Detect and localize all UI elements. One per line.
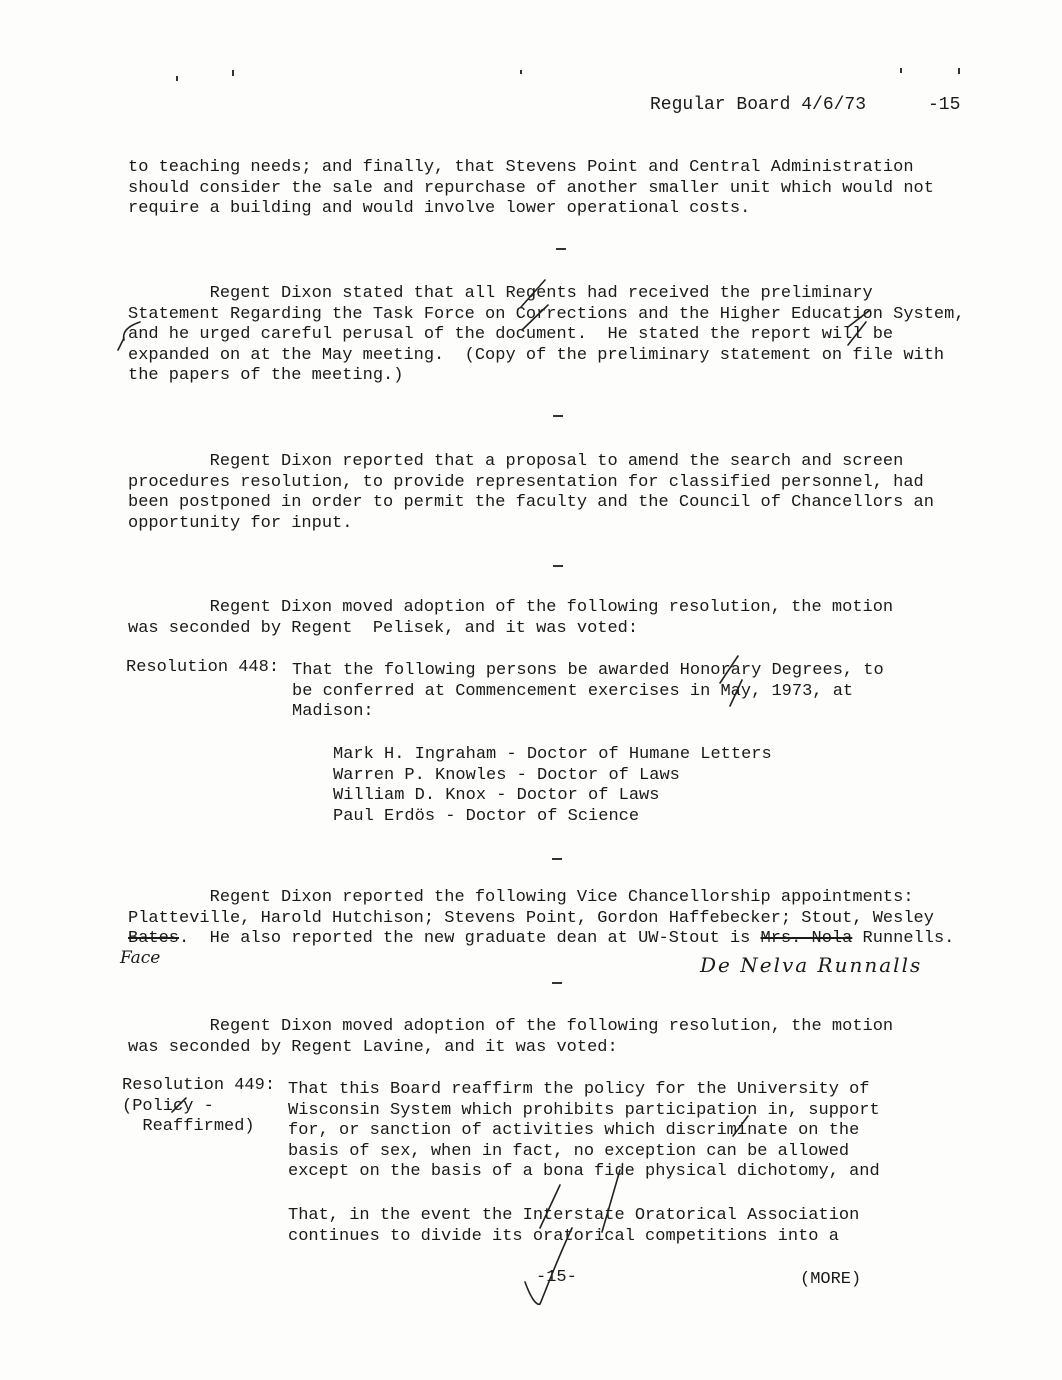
text-line: was seconded by Regent Pelisek, and it was voted: bbox=[128, 618, 639, 638]
text-line: basis of sex, when in fact, no exception can be allowed bbox=[288, 1141, 850, 1161]
text-line: continues to divide its oratorical competitions into a bbox=[288, 1226, 839, 1246]
section-divider bbox=[552, 982, 562, 984]
resolution-449-label: Resolution 449: (Policy - Reaffirmed) bbox=[122, 1076, 276, 1136]
text-line: Bates. He also reported the new graduate dean at UW-Stout is Mrs. Nola Runnells. bbox=[128, 929, 955, 948]
text-line: to teaching needs; and finally, that Stevens Point and Central Administration bbox=[128, 158, 914, 177]
struck-text: Bates bbox=[128, 929, 180, 948]
text-line: the papers of the meeting.) bbox=[128, 366, 404, 385]
text-line: That the following persons be awarded Honorary Degrees, to bbox=[292, 661, 884, 680]
text-line: Regent Dixon moved adoption of the following resolution, the motion bbox=[128, 598, 894, 617]
paragraph-4 bbox=[128, 598, 988, 639]
section-divider bbox=[553, 415, 563, 417]
text-line: Madison: bbox=[292, 702, 374, 721]
text-line: Statement Regarding the Task Force on Corrections and the Higher Education System, bbox=[128, 304, 965, 324]
section-divider bbox=[556, 248, 566, 250]
text-line: should consider the sale and repurchase of another smaller unit which would not bbox=[128, 178, 934, 198]
text-line: been postponed in order to permit the faculty and the Council of Chancellors an bbox=[128, 493, 934, 512]
section-divider bbox=[552, 858, 562, 860]
page-number: -15 bbox=[928, 95, 961, 115]
list-item: William D. Knox - Doctor of Laws bbox=[333, 786, 660, 805]
resolution-449-continued bbox=[288, 1206, 928, 1247]
text-line: for, or sanction of activities which discriminate on the bbox=[288, 1121, 860, 1140]
text-line: except on the basis of a bona fide physical dichotomy, and bbox=[288, 1162, 880, 1181]
paragraph-2 bbox=[128, 284, 988, 387]
honorees-list bbox=[333, 745, 893, 827]
handwritten-annotation: Face bbox=[120, 948, 161, 968]
list-item: Mark H. Ingraham - Doctor of Humane Letters bbox=[333, 745, 772, 764]
text-line: Regent Dixon reported that a proposal to amend the search and screen bbox=[128, 452, 904, 471]
text-line: opportunity for input. bbox=[128, 513, 353, 533]
text-line: Regent Dixon reported the following Vice Chancellorship appointments: bbox=[128, 888, 914, 907]
paragraph-6 bbox=[128, 1017, 988, 1058]
margin-tick bbox=[118, 338, 124, 350]
list-item: Warren P. Knowles - Doctor of Laws bbox=[333, 765, 680, 785]
text-line: That, in the event the Interstate Oratorical Association bbox=[288, 1206, 860, 1225]
page-marker: -15- bbox=[536, 1268, 577, 1287]
struck-text: Mrs. Nola bbox=[760, 929, 853, 948]
text-line: Regent Dixon moved adoption of the following resolution, the motion bbox=[128, 1017, 894, 1036]
text-line: and he urged careful perusal of the document. He stated the report will be bbox=[128, 325, 894, 344]
paragraph-5 bbox=[128, 888, 988, 950]
section-divider bbox=[553, 565, 563, 567]
resolution-448-label: Resolution 448: bbox=[126, 658, 280, 677]
text-line: procedures resolution, to provide representation for classified personnel, had bbox=[128, 472, 924, 492]
text-line: Wisconsin System which prohibits participation in, support bbox=[288, 1100, 880, 1120]
text-line: Platteville, Harold Hutchison; Stevens Point, Gordon Haffebecker; Stout, Wesley bbox=[128, 908, 934, 928]
text-line: That this Board reaffirm the policy for the University of bbox=[288, 1080, 870, 1099]
more-indicator: (MORE) bbox=[800, 1270, 862, 1289]
list-item: Paul Erdös - Doctor of Science bbox=[333, 806, 640, 826]
header-title: Regular Board 4/6/73 bbox=[650, 95, 867, 115]
text-line: Regent Dixon stated that all Regents had received the preliminary bbox=[128, 284, 873, 303]
resolution-449-text bbox=[288, 1080, 928, 1183]
text-line: be conferred at Commencement exercises in May, 1973, at bbox=[292, 681, 854, 701]
text-line: was seconded by Regent Lavine, and it was voted: bbox=[128, 1037, 618, 1057]
text-line: require a building and would involve lower operational costs. bbox=[128, 199, 751, 218]
handwritten-annotation: De Nelva Runnalls bbox=[700, 953, 923, 977]
text-line: expanded on at the May meeting. (Copy of the preliminary statement on file with bbox=[128, 345, 945, 365]
resolution-448-text bbox=[292, 661, 912, 723]
paragraph-1 bbox=[128, 158, 988, 220]
paragraph-3 bbox=[128, 452, 988, 534]
